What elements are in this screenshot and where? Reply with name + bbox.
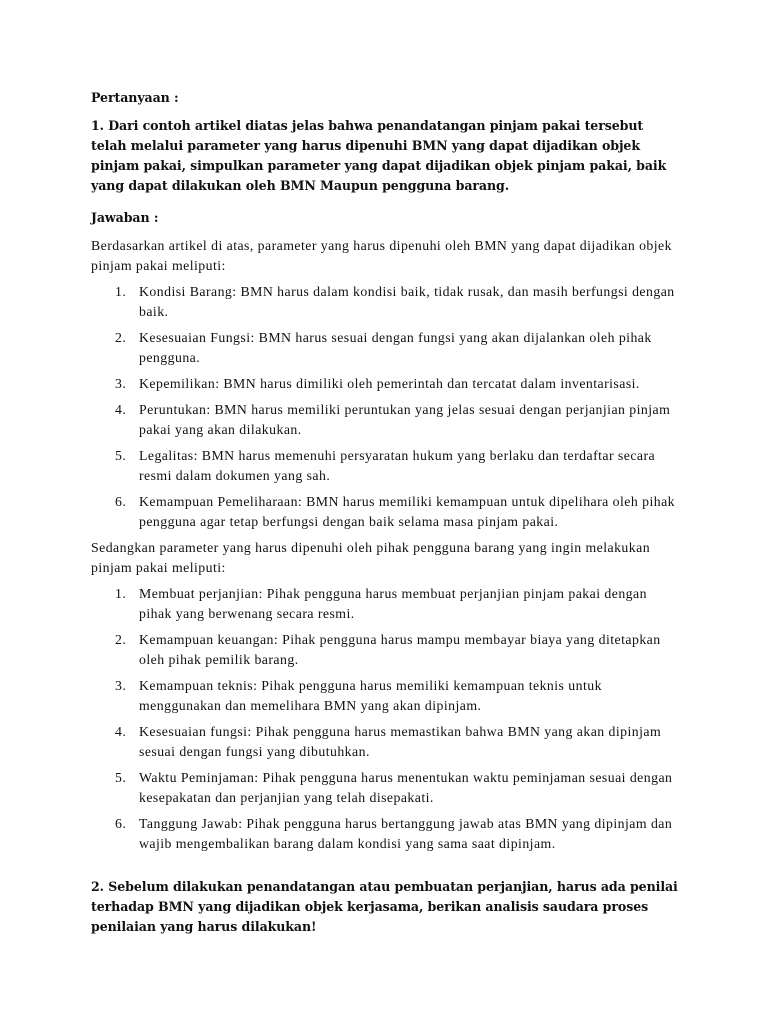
question-label: Pertanyaan : [91, 90, 179, 105]
list-item [91, 584, 681, 624]
list-item-text: Kemampuan Pemeliharaan: BMN harus memiliki kemampuan untuk dipelihara oleh pihak pengguna agar tetap berfungsi dengan baik selama masa pinjam pakai. [139, 494, 676, 529]
list-item-text: Tanggung Jawab: Pihak pengguna harus bertanggung jawab atas BMN yang dipinjam dan wajib mengembalikan barang dalam kondisi yang sama saat dipinjam. [139, 816, 673, 851]
list-item [91, 492, 681, 532]
list-item-number: 3. [115, 678, 127, 693]
list-item-number: 5. [115, 770, 127, 785]
list-item-text: Legalitas: BMN harus memenuhi persyaratan hukum yang berlaku dan terdaftar secara resmi dalam dokumen yang sah. [139, 448, 656, 483]
list-item-number: 1. [115, 586, 127, 601]
list-item-number: 4. [115, 724, 127, 739]
answer-label: Jawaban : [91, 210, 159, 225]
list-item [91, 374, 681, 394]
list-item-number: 3. [115, 376, 127, 391]
list-item-text: Membuat perjanjian: Pihak pengguna harus membuat perjanjian pinjam pakai dengan pihak yang berwenang secara resmi. [139, 586, 647, 621]
list-item [91, 722, 681, 762]
list-item-number: 2. [115, 330, 127, 345]
list-item [91, 768, 681, 808]
list-item [91, 676, 681, 716]
list-item [91, 814, 681, 854]
list-item-number: 6. [115, 494, 127, 509]
list-item [91, 446, 681, 486]
list-item-number: 6. [115, 816, 127, 831]
list-item-number: 5. [115, 448, 127, 463]
user-parameters-intro: Sedangkan parameter yang harus dipenuhi oleh pihak pengguna barang yang ingin melakukan pinjam pakai meliputi: [91, 540, 651, 575]
list-item-text: Kesesuaian Fungsi: BMN harus sesuai dengan fungsi yang akan dijalankan oleh pihak pengguna. [139, 330, 652, 365]
list-item-text: Kondisi Barang: BMN harus dalam kondisi baik, tidak rusak, dan masih berfungsi dengan baik. [139, 284, 675, 319]
bmn-parameters-list [91, 282, 681, 532]
list-item [91, 328, 681, 368]
list-item [91, 630, 681, 670]
list-item-number: 2. [115, 632, 127, 647]
list-item-text: Peruntukan: BMN harus memiliki peruntukan yang jelas sesuai dengan perjanjian pinjam pakai yang akan dilakukan. [139, 402, 671, 437]
list-item [91, 282, 681, 322]
list-item [91, 400, 681, 440]
user-parameters-list [91, 584, 681, 854]
list-item-number: 4. [115, 402, 127, 417]
list-item-number: 1. [115, 284, 127, 299]
document-page [91, 88, 681, 860]
list-item-text: Kemampuan keuangan: Pihak pengguna harus mampu membayar biaya yang ditetapkan oleh pihak pemilik barang. [139, 632, 661, 667]
list-item-text: Kepemilikan: BMN harus dimiliki oleh pemerintah dan tercatat dalam inventarisasi. [139, 376, 640, 391]
bmn-parameters-intro: Berdasarkan artikel di atas, parameter yang harus dipenuhi oleh BMN yang dapat dijadikan objek pinjam pakai meliputi: [91, 238, 672, 273]
question-2: 2. Sebelum dilakukan penandatangan atau pembuatan perjanjian, harus ada penilai terhadap BMN yang dijadikan objek kerjasama, berikan analisis saudara proses penilaian yang harus dilakukan! [91, 879, 678, 934]
list-item-text: Waktu Peminjaman: Pihak pengguna harus menentukan waktu peminjaman sesuai dengan kesepakatan dan perjanjian yang telah disepakati. [139, 770, 673, 805]
question-1: 1. Dari contoh artikel diatas jelas bahwa penandatangan pinjam pakai tersebut telah melalui parameter yang harus dipenuhi BMN yang dapat dijadikan objek pinjam pakai, simpulkan parameter yang dapat dijadikan objek pinjam pakai, baik yang dapat dilakukan oleh BMN Maupun pengguna barang. [91, 118, 667, 193]
list-item-text: Kemampuan teknis: Pihak pengguna harus memiliki kemampuan teknis untuk menggunakan dan memelihara BMN yang akan dipinjam. [139, 678, 602, 713]
list-item-text: Kesesuaian fungsi: Pihak pengguna harus memastikan bahwa BMN yang akan dipinjam sesuai dengan fungsi yang dibutuhkan. [139, 724, 662, 759]
